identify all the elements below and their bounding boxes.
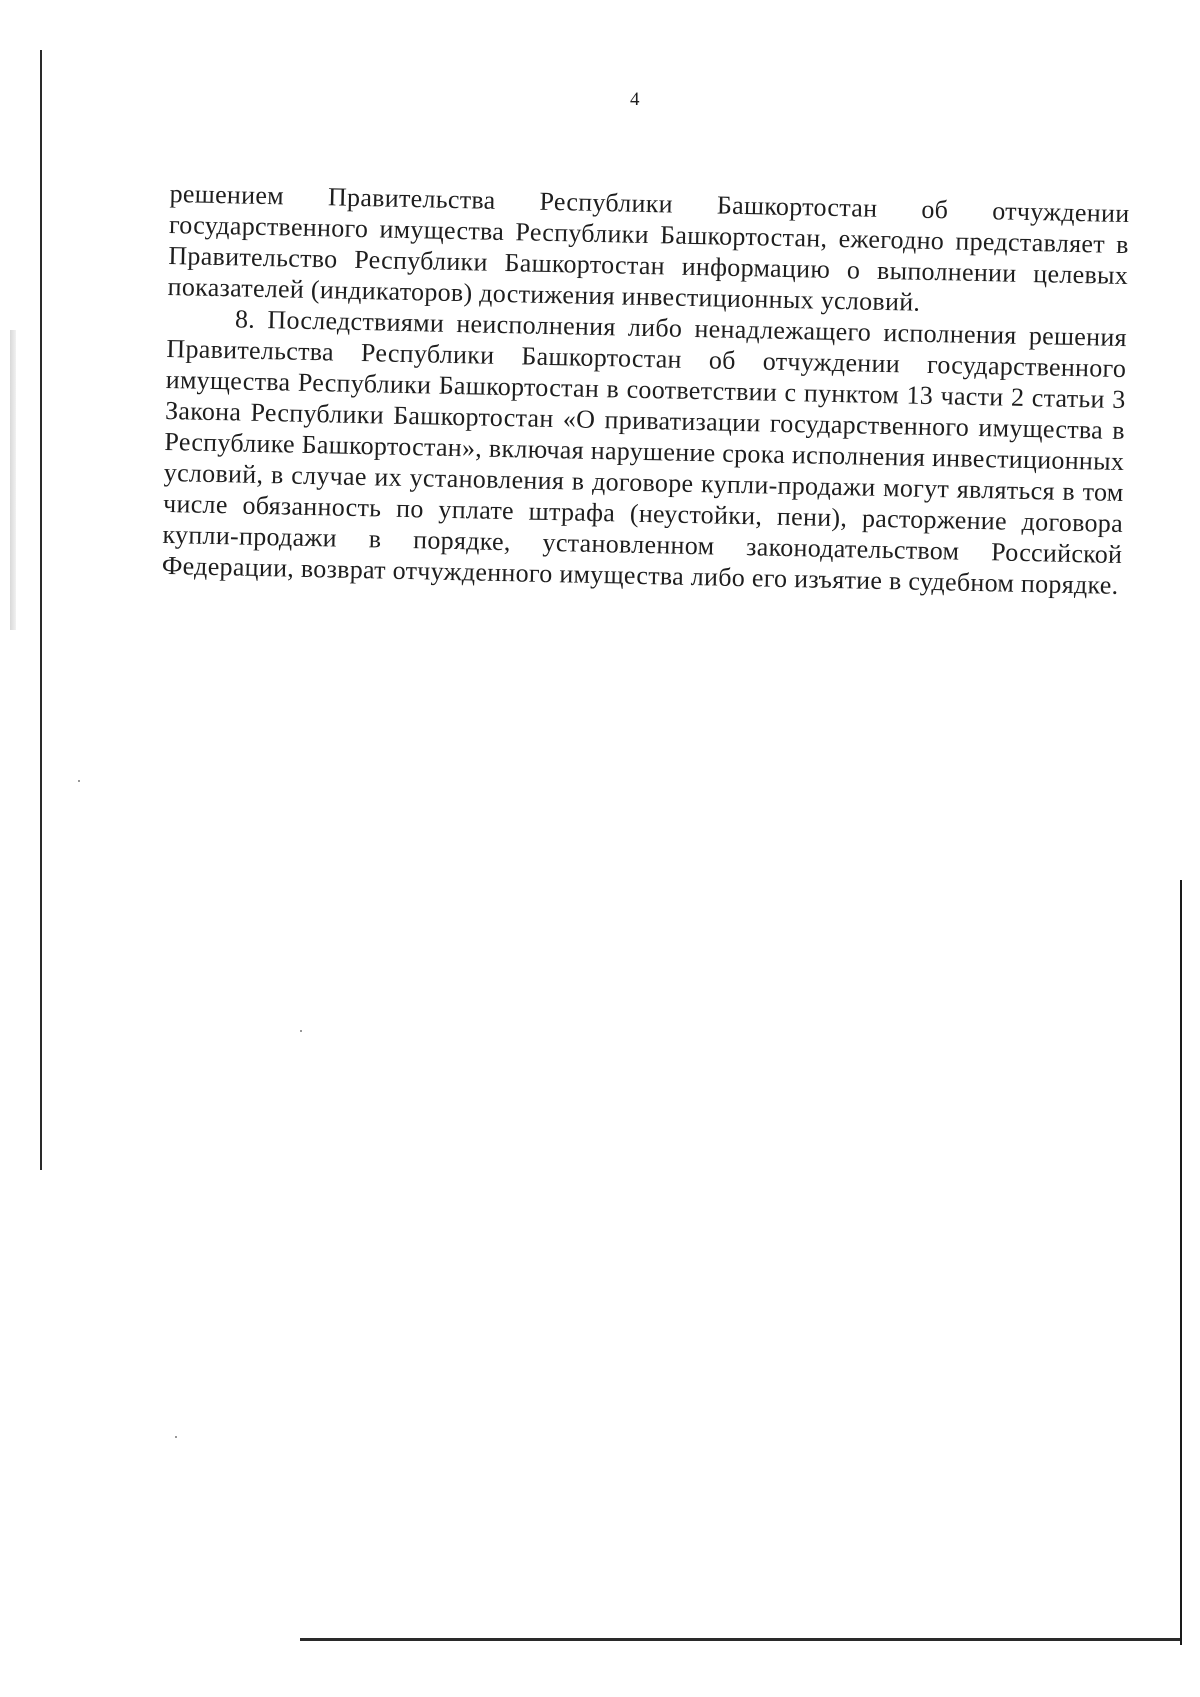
scan-edge-bottom [300, 1638, 1180, 1641]
scan-edge-right [1180, 880, 1182, 1645]
page-number: 4 [630, 89, 640, 110]
paragraph-continuation: решением Правительства Республики Башкортостан об отчуждении государственного имущества Республики Башкортостан, ежегодно представляет в Правительство Республики Башкортостан информацию о выполнении целевых показателей (индикаторов) достижения инвестиционных условий. [167, 178, 1130, 317]
scan-speck [300, 1030, 302, 1032]
scan-speck [175, 1436, 177, 1438]
paragraph-item-8: 8. Последствиями неисполнения либо ненадлежащего исполнения решения Правительства Республики Башкортостан об отчуждении государственного имущества Республики Башкортостан в соответствии с пунктом 13 части 2 статьи 3 Закона Республики Башкортостан «О приватизации государственного имущества в Республике Башкортостан», включая нарушение срока исполнения инвестиционных условий, в случае их установления в договоре купли-продажи могут являться в том числе обязанность по уплате штрафа (неустойки, пени), расторжение договора купли-продажи в порядке, установленном законодательством Российской Федерации, возврат отчужденного имущества либо его изъятие в судебном порядке. [161, 304, 1128, 600]
scan-edge-left [40, 50, 42, 1170]
scan-speck [78, 780, 80, 782]
scan-shadow-left [10, 330, 16, 630]
document-body [162, 178, 1130, 601]
